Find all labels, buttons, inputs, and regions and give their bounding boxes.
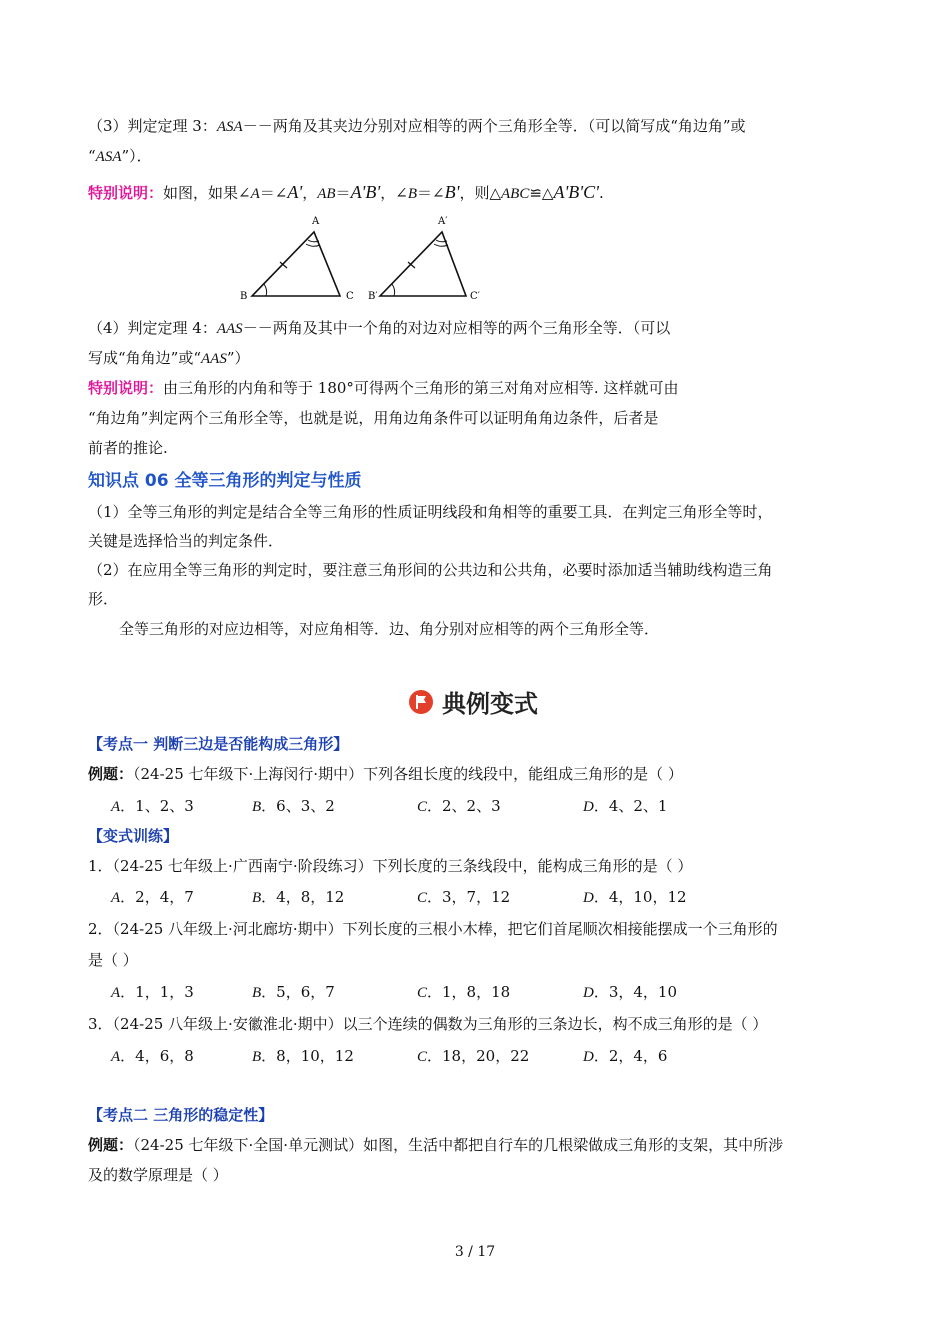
label-b: B bbox=[240, 291, 248, 302]
special-note-2-line3: 前者的推论. bbox=[88, 439, 168, 457]
option-c: C．18，20，22 bbox=[417, 1047, 530, 1065]
option-a: A．4，6，8 bbox=[111, 1047, 194, 1065]
option-b: B．8，10，12 bbox=[252, 1047, 354, 1065]
question-2: 2．（24-25 八年级上·河北廊坊·期中）下列长度的三根小木棒，把它们首尾顺次相接能摆成一个三角形的 bbox=[88, 920, 778, 938]
question-2-cont: 是（ ） bbox=[88, 951, 138, 969]
option-d: D．4、2、1 bbox=[583, 797, 668, 815]
example-2: 例题：（24-25 七年级下·全国·单元测试）如图，生活中都把自行车的几根梁做成三角形的支架，其中所涉 bbox=[88, 1136, 784, 1154]
option-a: A．1，1，3 bbox=[111, 983, 194, 1001]
kp06-para1-line1: （1）全等三角形的判定是结合全等三角形的性质证明线段和角相等的重要工具．在判定三角形全等时， bbox=[88, 503, 773, 521]
label-a: A bbox=[312, 216, 320, 227]
example-2-cont: 及的数学原理是（ ） bbox=[88, 1166, 228, 1184]
drill-heading: 【变式训练】 bbox=[88, 827, 179, 845]
special-note-1: 特别说明：如图，如果∠A＝∠A'，AB＝A'B'，∠B＝∠B'，则△ABC≌△A'B'C'. bbox=[88, 182, 604, 202]
option-d: D．4，10，12 bbox=[583, 888, 687, 906]
label-a-prime: A′ bbox=[438, 216, 448, 227]
label-c: C bbox=[346, 291, 354, 302]
flag-icon bbox=[408, 689, 434, 715]
option-a: A．1、2、3 bbox=[111, 797, 194, 815]
theorem-4-line: （4）判定定理 4：AAS－－两角及其中一个角的对边对应相等的两个三角形全等．（可以 bbox=[88, 319, 671, 337]
theorem-4-cont: 写成“角角边”或“AAS”） bbox=[88, 349, 250, 367]
option-c: C．1，8，18 bbox=[417, 983, 511, 1001]
option-d: D．2，4，6 bbox=[583, 1047, 668, 1065]
triangle-abc bbox=[240, 216, 354, 302]
test-point-2-heading: 【考点二 三角形的稳定性】 bbox=[88, 1106, 274, 1124]
special-note-2: 特别说明：由三角形的内角和等于 180°可得两个三角形的第三对角对应相等. 这样就可由 bbox=[88, 379, 679, 397]
kp06-para2-line2: 形． bbox=[88, 590, 119, 608]
abbr-aas: AAS bbox=[216, 321, 243, 337]
option-d: D．3，4，10 bbox=[583, 983, 678, 1001]
label-c-prime: C′ bbox=[470, 291, 480, 302]
label-b-prime: B′ bbox=[368, 291, 378, 302]
special-note-2-line2: “角边角”判定两个三角形全等，也就是说，用角边角条件可以证明角角边条件，后者是 bbox=[88, 409, 659, 427]
knowledge-point-06-title: 知识点 06 全等三角形的判定与性质 bbox=[88, 471, 362, 491]
example-1: 例题：（24-25 七年级下·上海闵行·期中）下列各组长度的线段中，能组成三角形的是（ ） bbox=[88, 765, 683, 783]
option-b: B．6、3、2 bbox=[252, 797, 335, 815]
theorem-3-line: （3）判定定理 3：ASA－－两角及其夹边分别对应相等的两个三角形全等．（可以简写成“角边角”或 bbox=[88, 117, 746, 135]
question-3: 3．（24-25 八年级上·安徽淮北·期中）以三个连续的偶数为三角形的三条边长，构不成三角形的是（ ） bbox=[88, 1015, 768, 1033]
kp06-para1-line2: 关键是选择恰当的判定条件． bbox=[88, 532, 284, 550]
page-number: 3 / 17 bbox=[454, 1244, 496, 1260]
test-point-1-heading: 【考点一 判断三边是否能构成三角形】 bbox=[88, 735, 349, 753]
question-1: 1．（24-25 七年级上·广西南宁·阶段练习）下列长度的三条线段中，能构成三角形的是（ ） bbox=[88, 857, 693, 875]
option-c: C．2、2、3 bbox=[417, 797, 501, 815]
theorem-3-cont: “ASA”）． bbox=[88, 147, 152, 165]
section-title: 典例变式 bbox=[442, 690, 538, 718]
kp06-para2-line1: （2）在应用全等三角形的判定时，要注意三角形间的公共边和公共角，必要时添加适当辅助线构造三角 bbox=[88, 561, 773, 579]
abbr-asa: ASA bbox=[216, 119, 243, 135]
section-header bbox=[408, 684, 538, 719]
congruent-triangles-figure bbox=[230, 210, 490, 310]
option-b: B．4，8，12 bbox=[252, 888, 345, 906]
option-b: B．5，6，7 bbox=[252, 983, 335, 1001]
triangle-a-prime-b-prime-c-prime bbox=[368, 216, 481, 302]
special-note-label: 特别说明： bbox=[88, 184, 164, 202]
option-c: C．3，7，12 bbox=[417, 888, 511, 906]
kp06-para3: 全等三角形的对应边相等，对应角相等．边、角分别对应相等的两个三角形全等． bbox=[119, 620, 660, 638]
option-a: A．2，4，7 bbox=[111, 888, 194, 906]
